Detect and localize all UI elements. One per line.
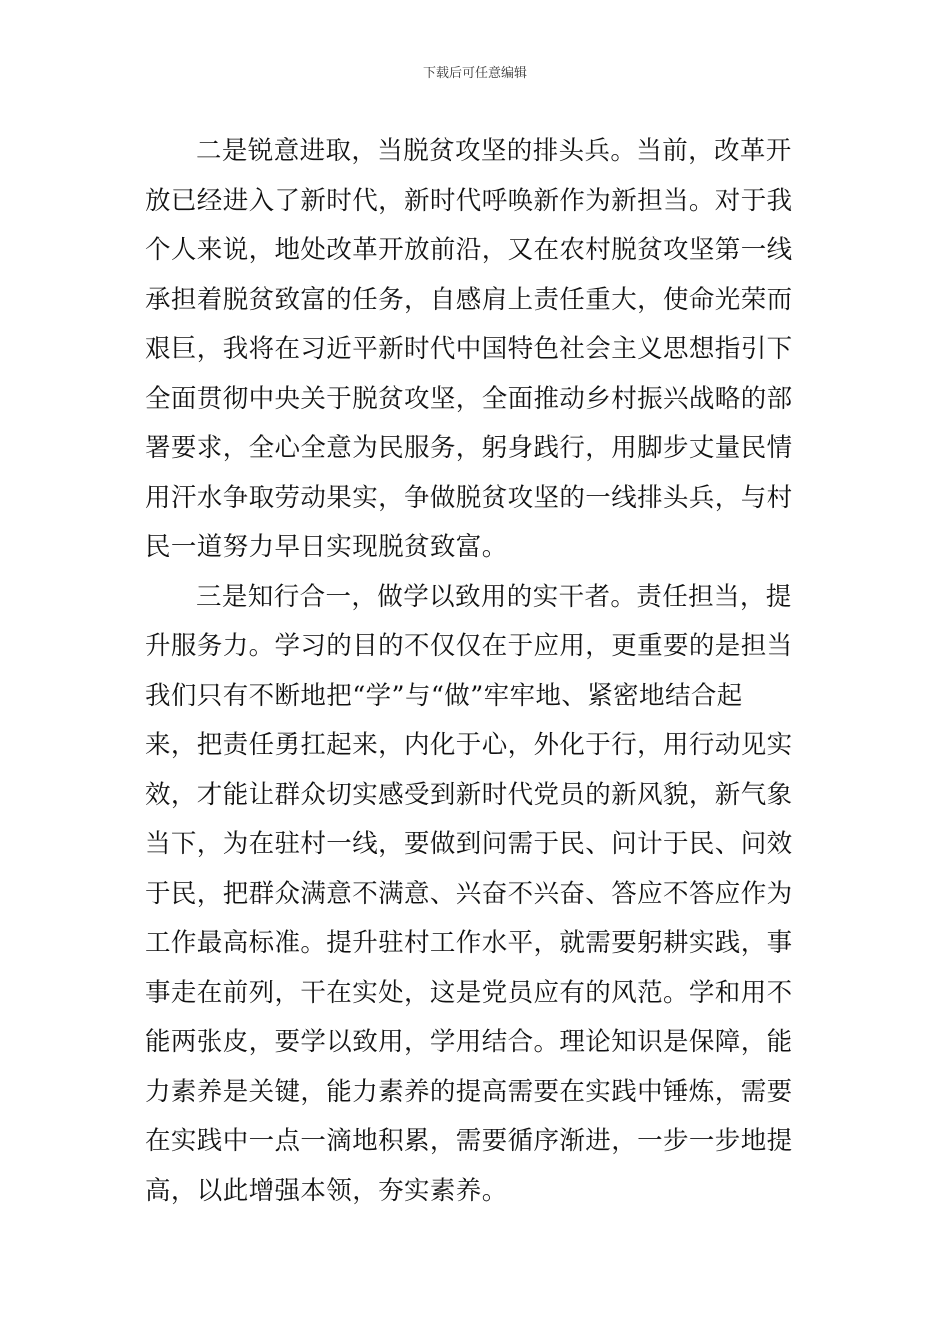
- text-line: 承担着脱贫致富的任务，自感肩上责任重大，使命光荣而: [145, 284, 793, 315]
- text-line: 力素养是关键，能力素养的提高需要在实践中锤炼，需要: [145, 1076, 793, 1107]
- text-line: 高，以此增强本领，夯实素养。: [145, 1175, 508, 1206]
- text-line: 来，把责任勇扛起来，内化于心，外化于行，用行动见实: [145, 730, 793, 760]
- text-line: 事走在前列，干在实处，这是党员应有的风范。学和用不: [145, 977, 793, 1008]
- text-line: 二是锐意进取，当脱贫攻坚的排头兵。当前，改革开: [196, 136, 792, 166]
- text-line: 在实践中一点一滴地积累，需要循序渐进，一步一步地提: [145, 1126, 793, 1156]
- text-line: 全面贯彻中央关于脱贫攻坚，全面推动乡村振兴战略的部: [145, 383, 793, 414]
- text-line: 能两张皮，要学以致用，学用结合。理论知识是保障，能: [145, 1027, 793, 1057]
- document-body: [145, 127, 807, 1216]
- text-line: 用汗水争取劳动果实，争做脱贫攻坚的一线排头兵，与村: [145, 482, 793, 513]
- text-line: 工作最高标准。提升驻村工作水平，就需要躬耕实践，事: [145, 928, 793, 958]
- paragraph: [145, 127, 807, 573]
- text-line: 于民，把群众满意不满意、兴奋不兴奋、答应不答应作为: [145, 878, 793, 909]
- paragraph: [145, 573, 807, 1217]
- text-line: 当下，为在驻村一线，要做到问需于民、问计于民、问效: [145, 829, 793, 859]
- text-line: 署要求，全心全意为民服务，躬身践行，用脚步丈量民情: [145, 433, 793, 463]
- text-line: 升服务力。学习的目的不仅仅在于应用，更重要的是担当: [145, 631, 793, 661]
- page-header: 下载后可任意编辑: [422, 66, 527, 81]
- text-line: 民一道努力早日实现脱贫致富。: [145, 532, 508, 562]
- text-line: 个人来说，地处改革开放前沿，又在农村脱贫攻坚第一线: [145, 235, 793, 265]
- text-line: 效，才能让群众切实感受到新时代党员的新风貌，新气象: [145, 779, 793, 810]
- text-line: 艰巨，我将在习近平新时代中国特色社会主义思想指引下: [145, 334, 793, 364]
- text-line: 放已经进入了新时代，新时代呼唤新作为新担当。对于我: [145, 185, 793, 216]
- text-line: 我们只有不断地把“学”与“做”牢牢地、紧密地结合起: [145, 680, 743, 711]
- text-line: 三是知行合一，做学以致用的实干者。责任担当，提: [196, 581, 792, 612]
